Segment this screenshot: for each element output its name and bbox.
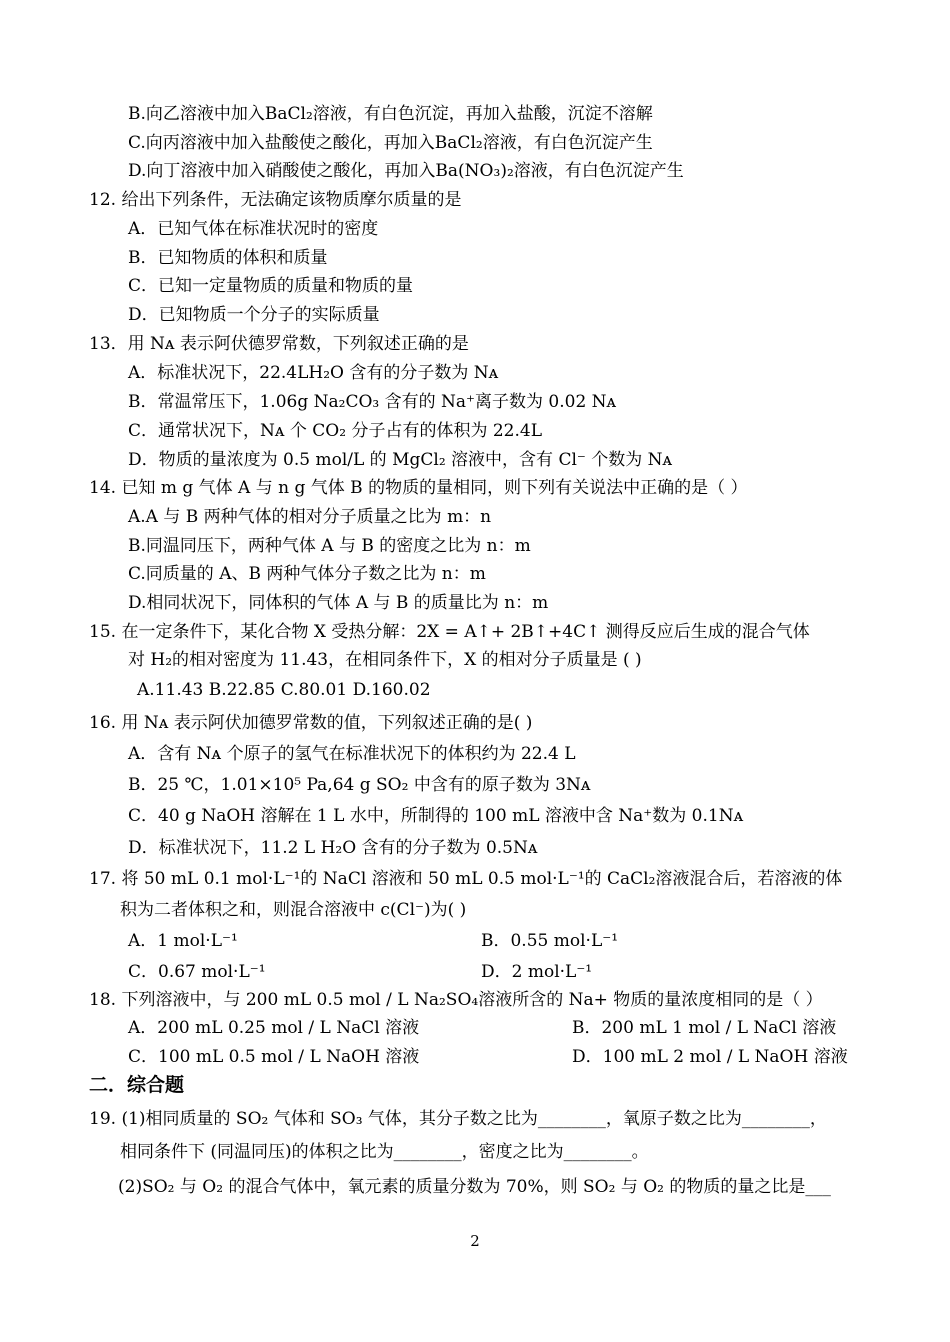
question-12: 12. 给出下列条件，无法确定该物质摩尔质量的是 — [89, 190, 462, 210]
option-line: C．已知一定量物质的质量和物质的量 — [128, 276, 414, 296]
option-line: A.11.43 B.22.85 C.80.01 D.160.02 — [137, 680, 431, 700]
option-line: D．2 mol·L⁻¹ — [481, 962, 593, 982]
option-line: C.同质量的 A、B 两种气体分子数之比为 n：m — [128, 564, 486, 584]
option-line: A．200 mL 0.25 mol / L NaCl 溶液 — [128, 1018, 420, 1038]
question-15-cont: 对 H₂的相对密度为 11.43，在相同条件下，X 的相对分子质量是 ( ) — [128, 650, 642, 670]
option-line: D.向丁溶液中加入硝酸使之酸化，再加入Ba(NO₃)₂溶液，有白色沉淀产生 — [128, 161, 684, 181]
option-line: B．已知物质的体积和质量 — [128, 248, 328, 268]
option-line: B．25 ℃，1.01×10⁵ Pa,64 g SO₂ 中含有的原子数为 3Nᴀ — [128, 775, 591, 795]
option-line: B．常温常压下，1.06g Na₂CO₃ 含有的 Na⁺离子数为 0.02 Nᴀ — [128, 392, 617, 412]
question-14: 14. 已知 m g 气体 A 与 n g 气体 B 的物质的量相同，则下列有关说法中正确的是（ ） — [89, 478, 748, 498]
option-line: D．已知物质一个分子的实际质量 — [128, 305, 380, 325]
option-line: A.A 与 B 两种气体的相对分子质量之比为 m：n — [128, 507, 492, 527]
section-heading: 二．综合题 — [89, 1074, 185, 1096]
option-line: D．标准状况下，11.2 L H₂O 含有的分子数为 0.5Nᴀ — [128, 838, 538, 858]
question-19: 19. (1)相同质量的 SO₂ 气体和 SO₃ 气体，其分子数之比为________，氧原子数之比为________， — [89, 1109, 827, 1129]
option-line: D.相同状况下，同体积的气体 A 与 B 的质量比为 n：m — [128, 593, 549, 613]
question-19-cont: 相同条件下 (同温同压)的体积之比为________，密度之比为________。 — [120, 1142, 649, 1162]
option-line: C．40 g NaOH 溶解在 1 L 水中，所制得的 100 mL 溶液中含 Na⁺数为 0.1Nᴀ — [128, 806, 744, 826]
option-line: D．100 mL 2 mol / L NaOH 溶液 — [572, 1047, 848, 1067]
question-19-part2: (2)SO₂ 与 O₂ 的混合气体中，氧元素的质量分数为 70%，则 SO₂ 与 O₂ 的物质的量之比是___ — [118, 1177, 831, 1197]
option-line: B．0.55 mol·L⁻¹ — [481, 931, 619, 951]
question-13: 13．用 Nᴀ 表示阿伏德罗常数，下列叙述正确的是 — [89, 334, 469, 354]
option-line: A．1 mol·L⁻¹ — [128, 931, 238, 951]
option-line: B．200 mL 1 mol / L NaCl 溶液 — [572, 1018, 837, 1038]
option-line: C．100 mL 0.5 mol / L NaOH 溶液 — [128, 1047, 420, 1067]
option-line: C．通常状况下，Nᴀ 个 CO₂ 分子占有的体积为 22.4L — [128, 421, 543, 441]
question-17-cont: 积为二者体积之和，则混合溶液中 c(Cl⁻)为( ) — [120, 900, 467, 920]
question-16: 16. 用 Nᴀ 表示阿伏加德罗常数的值，下列叙述正确的是( ) — [89, 713, 533, 733]
option-line: B.向乙溶液中加入BaCl₂溶液，有白色沉淀，再加入盐酸，沉淀不溶解 — [128, 104, 653, 124]
page-number: 2 — [470, 1232, 480, 1250]
question-15: 15. 在一定条件下，某化合物 X 受热分解：2X = A↑+ 2B↑+4C↑ 测得反应后生成的混合气体 — [89, 622, 810, 642]
option-line: D．物质的量浓度为 0.5 mol/L 的 MgCl₂ 溶液中，含有 Cl⁻ 个数为 Nᴀ — [128, 450, 673, 470]
option-line: C.向丙溶液中加入盐酸使之酸化，再加入BaCl₂溶液，有白色沉淀产生 — [128, 133, 653, 153]
option-line: C．0.67 mol·L⁻¹ — [128, 962, 266, 982]
question-18: 18. 下列溶液中，与 200 mL 0.5 mol / L Na₂SO₄溶液所含的 Na+ 物质的量浓度相同的是（ ） — [89, 990, 823, 1010]
option-line: A．含有 Nᴀ 个原子的氢气在标准状况下的体积约为 22.4 L — [128, 744, 576, 764]
option-line: A．已知气体在标准状况时的密度 — [128, 219, 379, 239]
question-17: 17. 将 50 mL 0.1 mol·L⁻¹的 NaCl 溶液和 50 mL 0.5 mol·L⁻¹的 CaCl₂溶液混合后，若溶液的体 — [89, 869, 843, 889]
option-line: A．标准状况下，22.4LH₂O 含有的分子数为 Nᴀ — [128, 363, 499, 383]
option-line: B.同温同压下，两种气体 A 与 B 的密度之比为 n：m — [128, 536, 531, 556]
